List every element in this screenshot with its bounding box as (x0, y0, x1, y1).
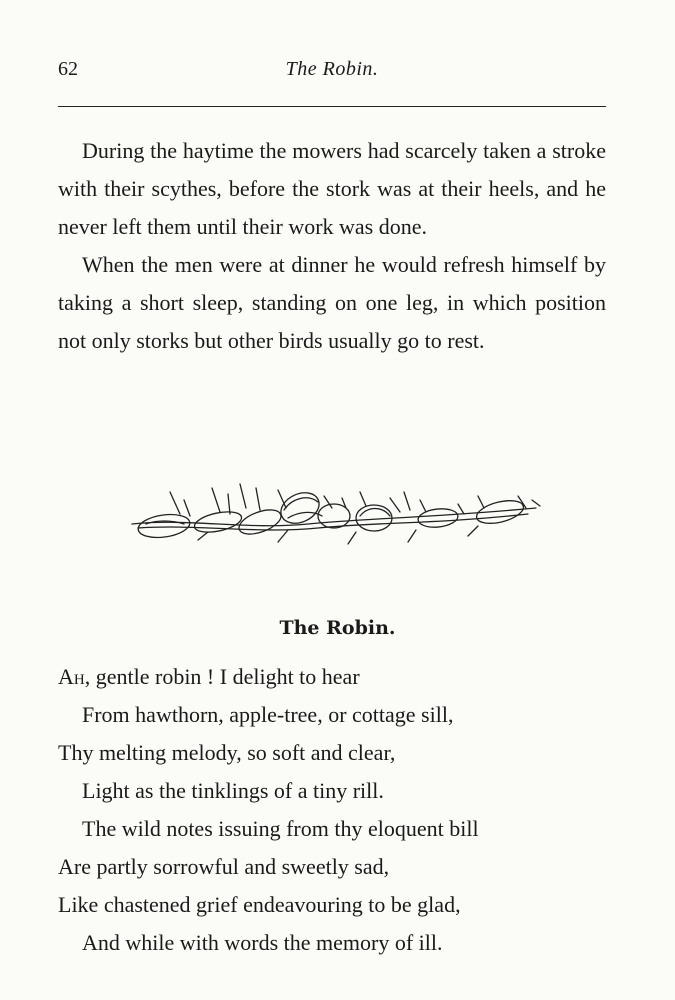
poem-line-text: gentle robin ! I delight to hear (90, 664, 360, 689)
poem-line (58, 658, 618, 696)
poem-line: Like chastened grief endeavouring to be glad, (58, 892, 461, 917)
poem-first-word: Ah, (58, 664, 91, 689)
poem-title: The Robin. (279, 617, 396, 639)
prose-section (58, 132, 606, 360)
poem-line: Light as the tinklings of a tiny rill. (82, 778, 384, 803)
paragraph: When the men were at dinner he would refresh himself by taking a short sleep, standing on one leg, in which position not only storks but other birds usually go to rest. (58, 252, 606, 353)
page-header (58, 58, 606, 88)
page-number: 62 (58, 58, 78, 80)
flowering-branch-icon (128, 478, 542, 560)
poem-line: Thy melting melody, so soft and clear, (58, 740, 396, 765)
poem (58, 658, 618, 962)
poem-line: Are partly sorrowful and sweetly sad, (58, 854, 390, 879)
poem-line: From hawthorn, apple-tree, or cottage sill, (82, 702, 454, 727)
poem-line: And while with words the memory of ill. (82, 930, 443, 955)
header-rule (58, 106, 606, 107)
poem-line: The wild notes issuing from thy eloquent bill (82, 816, 479, 841)
paragraph: During the haytime the mowers had scarcely taken a stroke with their scythes, before the stork was at their heels, and he never left them until their work was done. (58, 138, 606, 239)
running-title: The Robin. (285, 58, 379, 80)
